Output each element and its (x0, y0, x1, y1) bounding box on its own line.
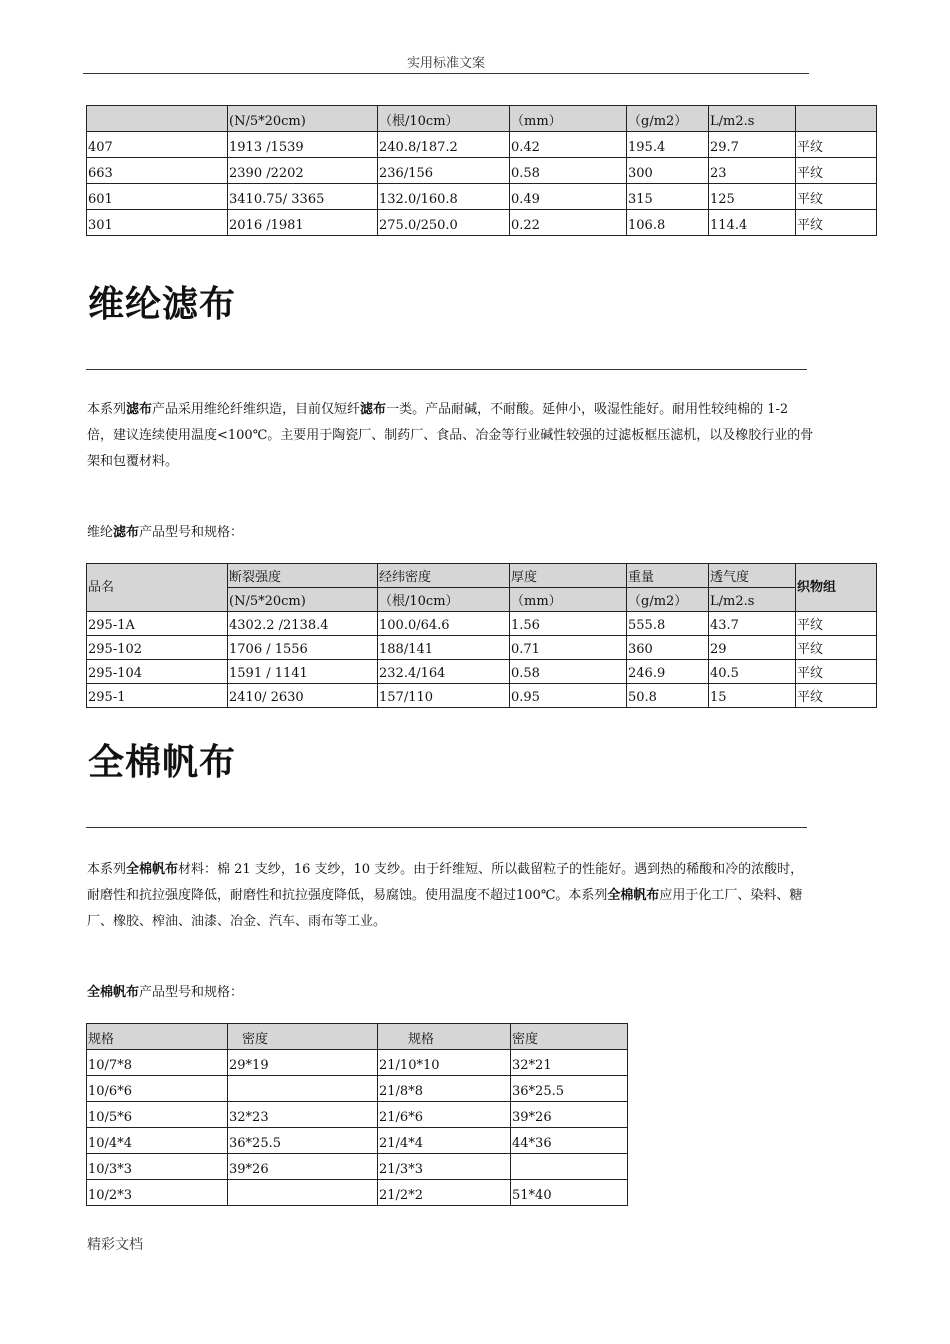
table-cell: 21/2*2 (378, 1180, 511, 1206)
section-title-vinylon-filter-cloth: 维纶滤布 (88, 283, 237, 325)
header-cell: 规格 (378, 1024, 511, 1050)
table-cell: 2410/ 2630 (228, 684, 378, 708)
table-cell: 295-104 (87, 660, 228, 684)
table-cell: 4302.2 /2138.4 (228, 612, 378, 636)
header-cell: （根/10cm） (378, 106, 510, 132)
para-bold: 滤布 (360, 402, 387, 417)
table-cell: 1706 / 1556 (228, 636, 378, 660)
header-cell (87, 106, 228, 132)
table-row (87, 132, 877, 158)
header-cell: （g/m2） (627, 588, 709, 612)
section-paragraph (87, 397, 815, 475)
table-row (87, 210, 877, 236)
table-cell: 246.9 (627, 660, 709, 684)
para-text: 产品采用维纶纤维织造，目前仅短纤 (152, 402, 361, 417)
table-cell: 10/2*3 (87, 1180, 228, 1206)
table-row (87, 1180, 628, 1206)
table-cell: 236/156 (378, 158, 510, 184)
table-cell: 0.58 (510, 660, 627, 684)
table-cell: 平纹 (796, 210, 877, 236)
label-bold: 全棉帆布 (87, 985, 140, 1000)
header-cell: 经纬密度 (378, 564, 510, 588)
section-title-cotton-canvas: 全棉帆布 (88, 741, 237, 783)
table-header-row (87, 106, 877, 132)
table-header-row (87, 564, 877, 588)
table-cell: 295-1A (87, 612, 228, 636)
table-cell: 300 (627, 158, 709, 184)
table-cell: 21/4*4 (378, 1128, 511, 1154)
table-row (87, 158, 877, 184)
table-row (87, 1102, 628, 1128)
table-cell: 240.8/187.2 (378, 132, 510, 158)
table-cell: 32*23 (228, 1102, 378, 1128)
table-row (87, 612, 877, 636)
table-cell: 1.56 (510, 612, 627, 636)
label-text: 产品型号和规格： (139, 525, 244, 540)
header-cell: (N/5*20cm) (228, 588, 378, 612)
table-row (87, 636, 877, 660)
table-cell: 114.4 (709, 210, 796, 236)
table-cell: 10/7*8 (87, 1050, 228, 1076)
table-cell: 0.71 (510, 636, 627, 660)
table-cell: 平纹 (796, 184, 877, 210)
table-cell: 663 (87, 158, 228, 184)
table-cell: 2016 /1981 (228, 210, 378, 236)
table-cell: 10/6*6 (87, 1076, 228, 1102)
table-cell: 0.58 (510, 158, 627, 184)
table-cell: 3410.75/ 3365 (228, 184, 378, 210)
label-text: 维纶 (87, 525, 114, 540)
table-cell: 平纹 (796, 660, 877, 684)
spec-label (87, 984, 243, 1002)
table-cell: 360 (627, 636, 709, 660)
para-text: 本系列 (87, 402, 127, 417)
table-cell: 157/110 (378, 684, 510, 708)
label-bold: 滤布 (113, 525, 140, 540)
table-cell: 44*36 (511, 1128, 628, 1154)
page-footer: 精彩文档 (87, 1237, 143, 1253)
header-cell: 厚度 (510, 564, 627, 588)
table-cell: 555.8 (627, 612, 709, 636)
table-cell: 407 (87, 132, 228, 158)
table-cell: 21/3*3 (378, 1154, 511, 1180)
table-cell: 10/3*3 (87, 1154, 228, 1180)
table-cell: 295-1 (87, 684, 228, 708)
table-cell: 29.7 (709, 132, 796, 158)
table-cell: 195.4 (627, 132, 709, 158)
table-cell: 0.22 (510, 210, 627, 236)
section-divider (86, 369, 807, 370)
table-cell: 50.8 (627, 684, 709, 708)
table-cell: 232.4/164 (378, 660, 510, 684)
table-cell: 275.0/250.0 (378, 210, 510, 236)
table-cell: 0.42 (510, 132, 627, 158)
table-cell: 601 (87, 184, 228, 210)
table-row (87, 1154, 628, 1180)
para-text: 应用于化工厂、染料、糖厂、橡胶、榨油、油漆、冶金、汽车、雨布等工业。 (87, 888, 803, 929)
table-cell: 15 (709, 684, 796, 708)
table-cell: 10/4*4 (87, 1128, 228, 1154)
table-cell: 平纹 (796, 684, 877, 708)
section-paragraph (87, 857, 815, 935)
table-cell: 29*19 (228, 1050, 378, 1076)
table-cell: 平纹 (796, 636, 877, 660)
header-cell-weave: 织物组 (796, 564, 877, 612)
header-cell: 断裂强度 (228, 564, 378, 588)
spec-label (87, 524, 243, 542)
header-cell: （根/10cm） (378, 588, 510, 612)
filter-cloth-spec-table-top (86, 105, 877, 236)
table-cell: 36*25.5 (511, 1076, 628, 1102)
para-text: 一类。产品耐碱，不耐酸。延伸小，吸湿性能好。耐用性较纯棉的 1-2 倍，建议连续使用温度<100℃。主要用于陶瓷厂、制药厂、食品、冶金等行业碱性较强的过滤板框压滤机，以及橡胶行业的骨架和包覆材料。 (87, 402, 814, 469)
header-cell: 密度 (228, 1024, 378, 1050)
table-cell: 301 (87, 210, 228, 236)
table-cell: 10/5*6 (87, 1102, 228, 1128)
table-cell: 43.7 (709, 612, 796, 636)
table-header-row (87, 1024, 628, 1050)
table-cell: 0.95 (510, 684, 627, 708)
table-row (87, 184, 877, 210)
table-cell: 39*26 (511, 1102, 628, 1128)
header-cell-product-name: 品名 (87, 564, 228, 612)
table-cell: 40.5 (709, 660, 796, 684)
header-cell: L/m2.s (709, 588, 796, 612)
table-cell: 295-102 (87, 636, 228, 660)
table-cell: 132.0/160.8 (378, 184, 510, 210)
table-cell: 21/6*6 (378, 1102, 511, 1128)
table-cell: 29 (709, 636, 796, 660)
table-cell (228, 1180, 378, 1206)
table-cell: 51*40 (511, 1180, 628, 1206)
table-cell: 23 (709, 158, 796, 184)
table-cell: 106.8 (627, 210, 709, 236)
header-cell (796, 106, 877, 132)
table-cell: 32*21 (511, 1050, 628, 1076)
header-cell: 规格 (87, 1024, 228, 1050)
table-row (87, 660, 877, 684)
para-text: 材料：棉 21 支纱，16 支纱，10 支纱。由于纤维短、所以截留粒子的性能好。遇到热的稀酸和冷的浓酸时，耐磨性和抗拉强度降低，耐磨性和抗拉强度降低，易腐蚀。使用温度不超过100℃。本系列 (87, 862, 804, 903)
page-header: 实用标准文案 (83, 56, 809, 74)
table-cell: 21/10*10 (378, 1050, 511, 1076)
table-cell: 平纹 (796, 612, 877, 636)
table-cell: 1591 / 1141 (228, 660, 378, 684)
table-cell (228, 1076, 378, 1102)
table-cell: 1913 /1539 (228, 132, 378, 158)
table-cell: 315 (627, 184, 709, 210)
header-cell: 透气度 (709, 564, 796, 588)
header-cell: L/m2.s (709, 106, 796, 132)
table-cell: 36*25.5 (228, 1128, 378, 1154)
table-row (87, 1128, 628, 1154)
header-cell: （mm） (510, 588, 627, 612)
para-bold: 全棉帆布 (607, 888, 660, 903)
table-cell (511, 1154, 628, 1180)
vinylon-spec-table (86, 563, 877, 708)
cotton-canvas-spec-table (86, 1023, 628, 1206)
table-cell: 100.0/64.6 (378, 612, 510, 636)
section-divider (86, 827, 807, 828)
table-cell: 188/141 (378, 636, 510, 660)
table-cell: 39*26 (228, 1154, 378, 1180)
label-text: 产品型号和规格： (139, 985, 244, 1000)
header-cell: （g/m2） (627, 106, 709, 132)
table-row (87, 1050, 628, 1076)
table-cell: 21/8*8 (378, 1076, 511, 1102)
table-row (87, 684, 877, 708)
table-cell: 125 (709, 184, 796, 210)
table-cell: 0.49 (510, 184, 627, 210)
table-row (87, 1076, 628, 1102)
header-cell: （mm） (510, 106, 627, 132)
para-bold: 滤布 (126, 402, 153, 417)
table-cell: 平纹 (796, 158, 877, 184)
table-cell: 平纹 (796, 132, 877, 158)
para-bold: 全棉帆布 (126, 862, 179, 877)
table-cell: 2390 /2202 (228, 158, 378, 184)
para-text: 本系列 (87, 862, 127, 877)
header-cell: 重量 (627, 564, 709, 588)
header-cell: (N/5*20cm) (228, 106, 378, 132)
header-cell: 密度 (511, 1024, 628, 1050)
